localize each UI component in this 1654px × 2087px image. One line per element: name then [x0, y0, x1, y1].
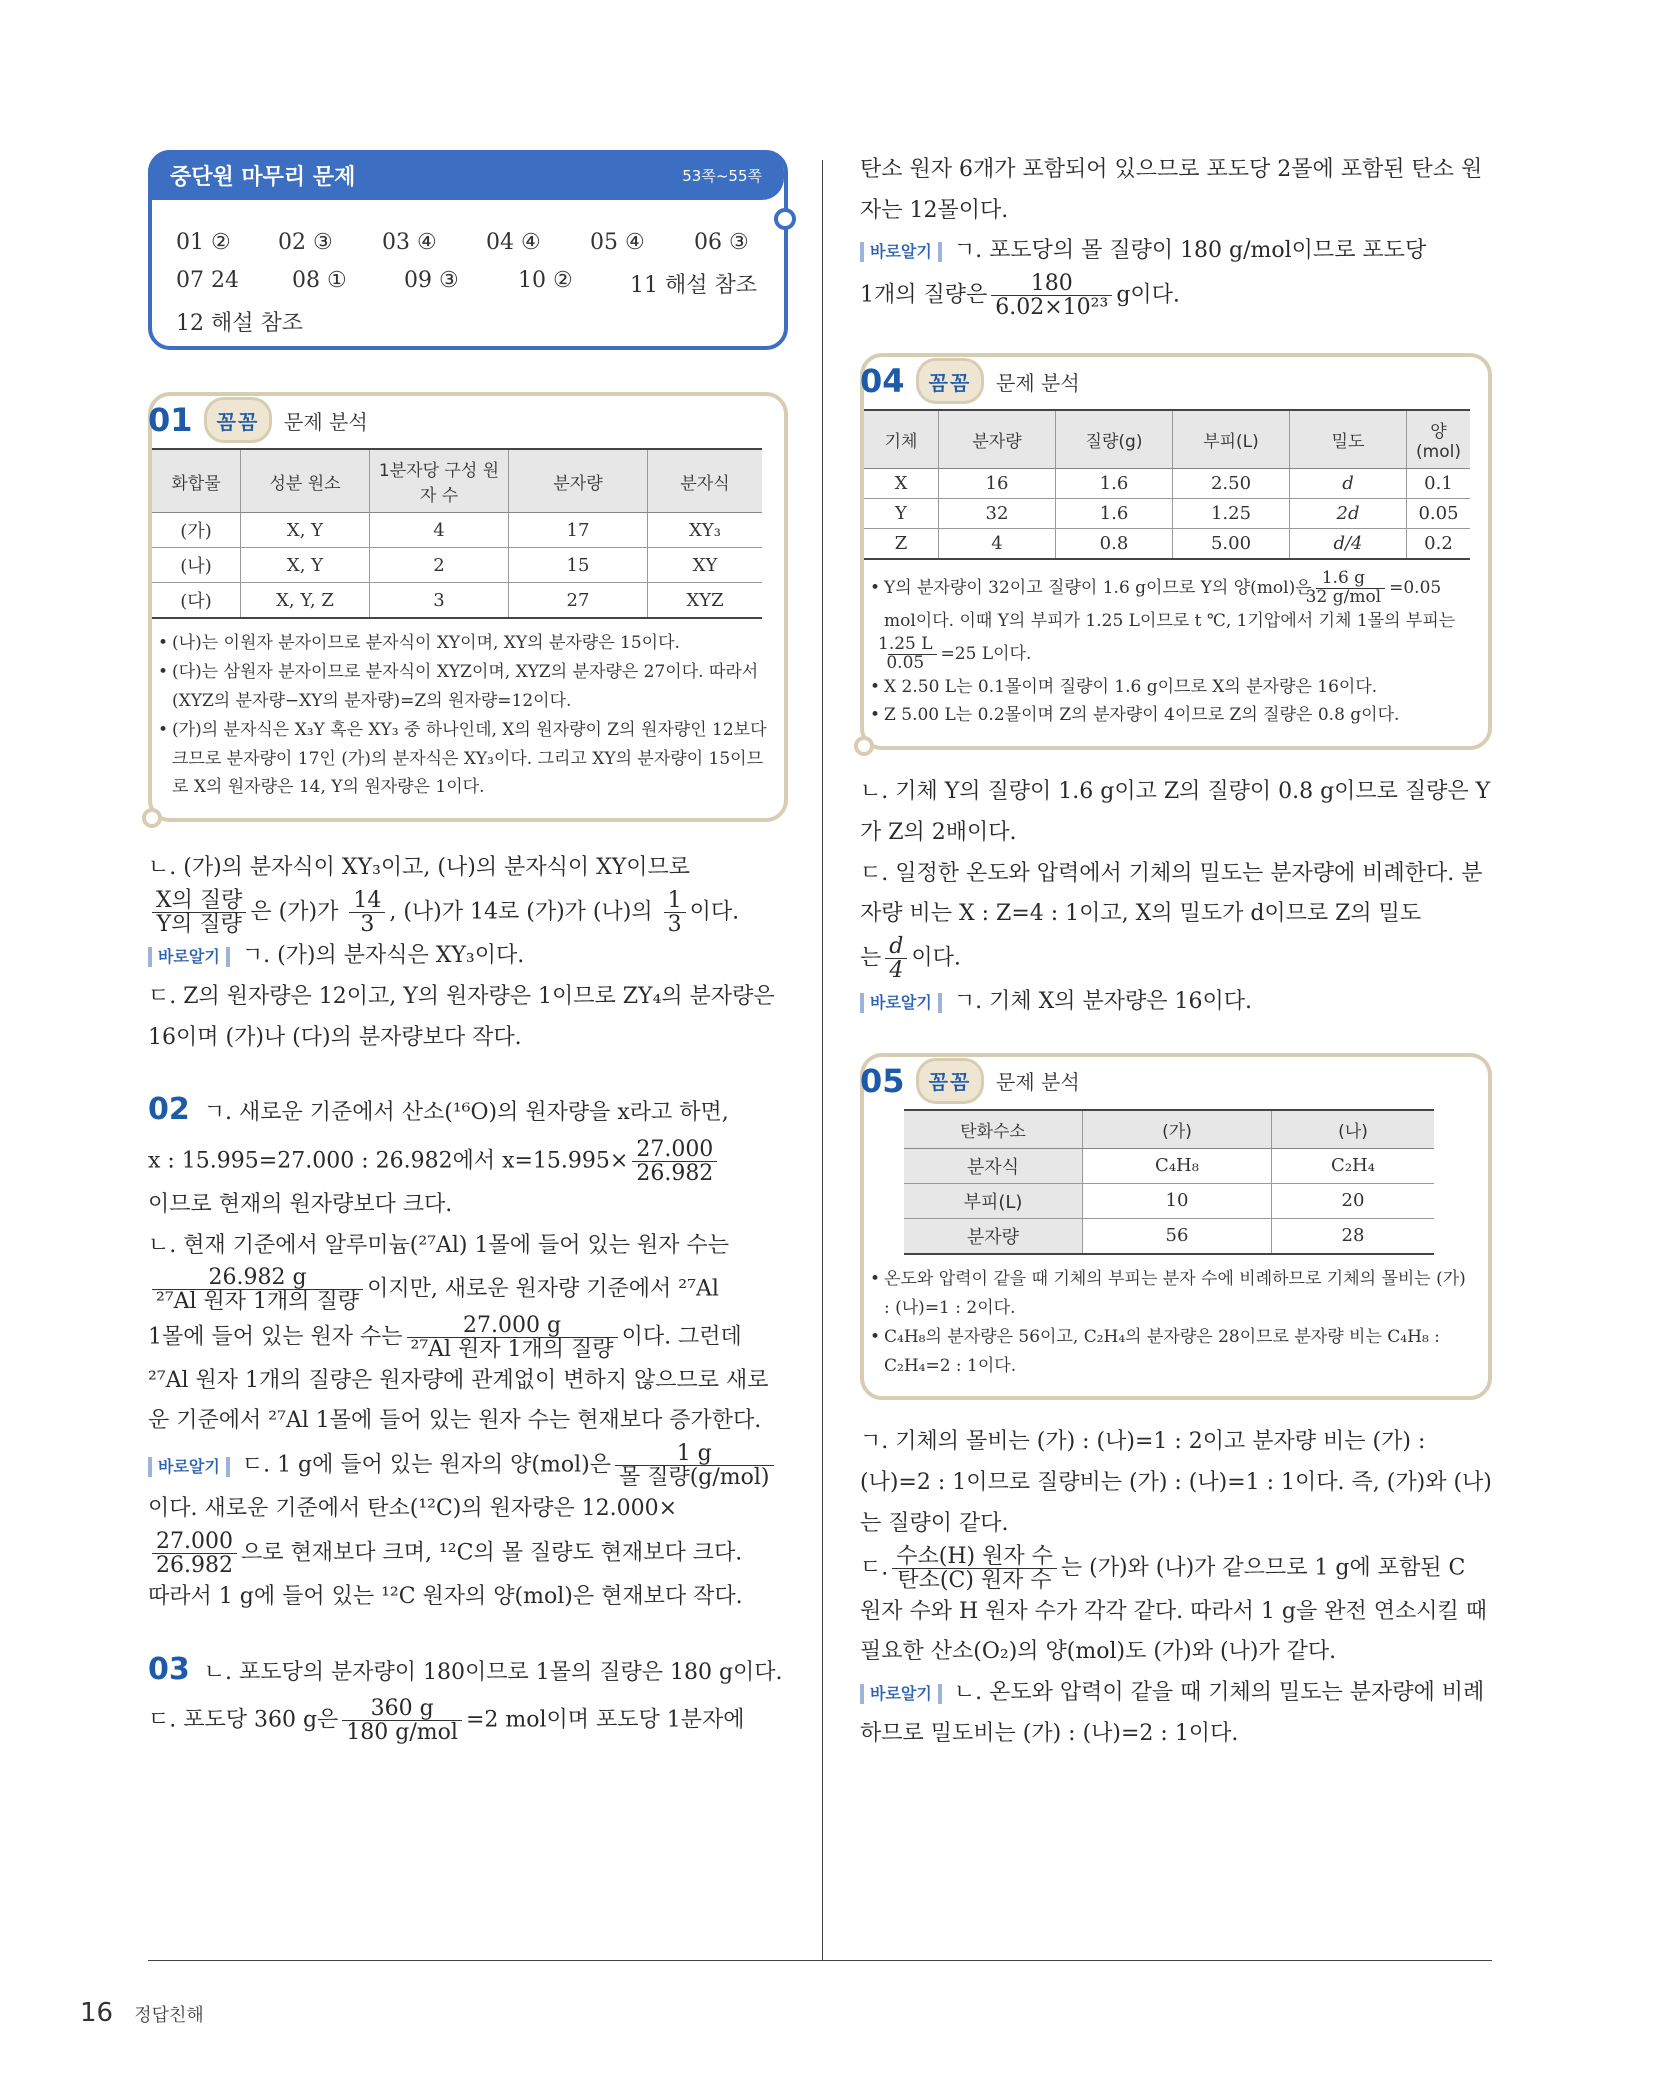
baro-tag: 바로알기 [860, 242, 942, 262]
answer-row [176, 230, 749, 255]
right-column [860, 150, 1492, 1754]
denominator: 180 g/mol [346, 1720, 458, 1746]
q05-table [904, 1109, 1434, 1255]
table-cell: 32 [939, 499, 1056, 529]
denominator: 3 [667, 912, 682, 938]
table-cell: 2d [1290, 499, 1407, 529]
numerator: 26.982 g [152, 1266, 363, 1290]
table-cell: XY [648, 548, 763, 583]
table-cell: d/4 [1290, 529, 1407, 560]
baro-tag: 바로알기 [860, 1684, 942, 1704]
paragraph [148, 1530, 788, 1577]
left-column [148, 150, 788, 1745]
question-number: 05 [860, 1061, 905, 1100]
table-cell: 1.6 [1056, 499, 1173, 529]
table-cell: 17 [509, 513, 648, 548]
answer-row [176, 306, 303, 337]
text: ㄴ. 포도당의 분자량이 180이므로 1몰의 질량은 180 g이다. [203, 1659, 783, 1685]
numerator: 360 g [342, 1697, 462, 1721]
text: ㄱ. 기체 X의 분자량은 16이다. [953, 989, 1252, 1015]
table-cell: X [864, 469, 939, 499]
table-cell: XY₃ [648, 513, 763, 548]
table-header: 분자량 [509, 449, 648, 513]
fraction [152, 1266, 363, 1313]
box-tail-icon [142, 808, 162, 828]
table-header: 질량(g) [1056, 410, 1173, 469]
paragraph: ²⁷Al 원자 1개의 질량은 원자량에 관계없이 변하지 않으므로 새로운 기준에서 ²⁷Al 1몰에 들어 있는 원자 수는 현재보다 증가한다. [148, 1367, 769, 1434]
table-cell: 20 [1272, 1183, 1435, 1218]
table-cell: X, Y, Z [241, 583, 370, 619]
table-cell: 15 [509, 548, 648, 583]
answer-item: 09 ③ [404, 268, 459, 293]
text: ㄷ. 포도당 360 g은 [148, 1707, 339, 1733]
paragraph [148, 1138, 788, 1185]
fraction [892, 1545, 1057, 1592]
q03-explanation [148, 1642, 788, 1745]
numerator: 1.25 L [888, 636, 937, 655]
fraction [878, 633, 937, 673]
text: ㄱ. 새로운 기준에서 산소(¹⁶O)의 원자량을 x라고 하면, [203, 1100, 729, 1126]
table-cell: 0.1 [1407, 469, 1471, 499]
table-header: (나) [1272, 1110, 1435, 1149]
paragraph [148, 936, 788, 977]
table-cell: 3 [370, 583, 509, 619]
baro-tag: 바로알기 [148, 1457, 230, 1477]
paragraph: 따라서 1 g에 들어 있는 ¹²C 원자의 양(mol)은 현재보다 작다. [148, 1584, 743, 1610]
text: ㄷ. [860, 1555, 889, 1581]
table-cell: 10 [1083, 1183, 1272, 1218]
paragraph [860, 272, 1492, 319]
q05-explanation [860, 1422, 1492, 1754]
table-cell: 0.2 [1407, 529, 1471, 560]
text: =25 L이다. [940, 643, 1032, 664]
paragraph: 탄소 원자 6개가 포함되어 있으므로 포도당 2몰에 포함된 탄소 원자는 12몰이다. [860, 157, 1483, 223]
bullet-item: • Z 5.00 L는 0.2몰이며 Z의 분자량이 4이므로 Z의 질량은 0.8 g이다. [870, 701, 1472, 730]
fraction [1305, 568, 1385, 608]
table-header: 양(mol) [1407, 410, 1471, 469]
paragraph: 이므로 현재의 원자량보다 크다. [148, 1191, 453, 1217]
bullet-item: • X 2.50 L는 0.1몰이며 질량이 1.6 g이므로 X의 분자량은 16이다. [870, 673, 1472, 702]
paragraph [148, 1642, 788, 1698]
paragraph [148, 1266, 788, 1313]
denominator: 26.982 [636, 1160, 714, 1186]
paragraph [148, 1442, 788, 1489]
page-number: 16 [80, 1998, 114, 2028]
q04-explanation [860, 772, 1492, 1023]
table-cell: XYZ [648, 583, 763, 619]
paragraph: ㄴ. (가)의 분자식이 XY₃이고, (나)의 분자식이 XY이므로 [148, 855, 691, 881]
table-cell: 56 [1083, 1218, 1272, 1254]
question-number: 04 [860, 362, 905, 401]
paragraph: 이다. 새로운 기준에서 탄소(¹²C)의 원자량은 12.000× [148, 1496, 678, 1522]
denominator: 32 g/mol [1305, 587, 1382, 608]
table-cell: 1.6 [1056, 469, 1173, 499]
numerator: 27.000 [632, 1138, 717, 1162]
denominator: 6.02×10²³ [995, 295, 1109, 321]
fraction [885, 935, 907, 982]
text: , (나)가 14로 (가)가 (나)의 [389, 899, 653, 925]
q04-table [864, 409, 1470, 560]
paragraph [860, 982, 1492, 1023]
bullet-item: • (나)는 이원자 분자이므로 분자식이 XY이며, XY의 분자량은 15이다. [158, 629, 768, 658]
table-cell: d [1290, 469, 1407, 499]
q04-bullets [864, 570, 1488, 730]
table-row [864, 529, 1470, 560]
denominator: ²⁷Al 원자 1개의 질량 [156, 1289, 360, 1315]
text: 으로 현재보다 크며, ¹²C의 몰 질량도 현재보다 크다. [240, 1540, 743, 1566]
q01-analysis-head [148, 392, 784, 448]
denominator: Y의 질량 [156, 912, 242, 938]
baro-tag: 바로알기 [860, 993, 942, 1013]
numerator: 1 [664, 889, 686, 913]
q02-explanation [148, 1082, 788, 1618]
answer-item: 01 ② [176, 230, 231, 255]
answer-item: 06 ③ [694, 230, 749, 255]
numerator: 1 g [615, 1442, 774, 1466]
fraction [615, 1442, 774, 1489]
paragraph [860, 1673, 1492, 1754]
column-divider [822, 160, 823, 1960]
text: ㄱ. (가)의 분자식은 XY₃이다. [241, 943, 525, 969]
paragraph: ㄴ. 현재 기준에서 알루미늄(²⁷Al) 1몰에 들어 있는 원자 수는 [148, 1232, 729, 1258]
paragraph: ㄷ. 일정한 온도와 압력에서 기체의 밀도는 분자량에 비례한다. 분자량 비는 X : Z=4 : 1이고, X의 밀도가 d이므로 Z의 밀도 [860, 860, 1483, 927]
bullet-item: • (가)의 분자식은 X₃Y 혹은 XY₃ 중 하나인데, X의 원자량이 Z의 원자량인 12보다 크므로 분자량이 17인 (가)의 분자식은 XY₃이다. 그리고 XY의 분자량이 15이므로 X의 원자량은 14, Y의 원자량은 1이다. [158, 716, 768, 803]
table-row [152, 548, 762, 583]
text: ㄷ. 1 g에 들어 있는 원자의 양(mol)은 [241, 1452, 611, 1478]
answer-summary-box [148, 150, 788, 350]
numerator: 27.000 g [407, 1314, 618, 1338]
gg-badge: 꼼꼼 [204, 397, 272, 443]
answer-item: 03 ④ [382, 230, 437, 255]
fraction [152, 889, 246, 936]
text: 이다. 그런데 [621, 1324, 742, 1350]
text: 은 (가)가 [250, 899, 339, 925]
numerator: 180 [991, 272, 1112, 296]
q05-bullets [864, 1265, 1488, 1381]
table-cell: 분자량 [904, 1218, 1083, 1254]
text: ㄱ. 포도당의 몰 질량이 180 g/mol이므로 포도당 [953, 238, 1427, 264]
table-header: 분자식 [648, 449, 763, 513]
text: g이다. [1116, 282, 1180, 308]
table-cell: 2.50 [1173, 469, 1290, 499]
paragraph [148, 889, 788, 936]
text: ㄴ. 온도와 압력이 같을 때 기체의 밀도는 분자량에 비례하므로 밀도비는 (가) : (나)=2 : 1이다. [860, 1680, 1485, 1746]
table-cell: 1.25 [1173, 499, 1290, 529]
fraction [632, 1138, 717, 1185]
numerator: d [885, 935, 907, 959]
answer-row [176, 268, 757, 299]
text: =2 mol이며 포도당 1분자에 [465, 1707, 745, 1733]
baro-tag: 바로알기 [148, 947, 230, 967]
table-cell: 0.8 [1056, 529, 1173, 560]
q01-table [152, 448, 762, 619]
text: =0.05 mol이다. 이때 Y의 부피가 1.25 L이므로 t ℃, 1기압에서 기체 1몰의 부피는 [884, 578, 1456, 631]
text: 1몰에 들어 있는 원자 수는 [148, 1324, 403, 1350]
table-header: 분자량 [939, 410, 1056, 469]
text: 1개의 질량은 [860, 282, 988, 308]
table-cell: C₄H₈ [1083, 1148, 1272, 1183]
analysis-title: 문제 분석 [284, 409, 368, 434]
question-number: 01 [148, 401, 193, 439]
table-header: 1분자당 구성 원자 수 [370, 449, 509, 513]
gg-badge: 꼼꼼 [916, 358, 984, 404]
text: Y의 분자량이 32이고 질량이 1.6 g이므로 Y의 양(mol)은 [884, 578, 1312, 599]
denominator: 0.05 [886, 652, 925, 673]
summary-dot-icon [774, 208, 796, 230]
table-cell: C₂H₄ [1272, 1148, 1435, 1183]
paragraph: ㄱ. 기체의 몰비는 (가) : (나)=1 : 2이고 분자량 비는 (가) : (나)=2 : 1이므로 질량비는 (가) : (나)=1 : 1이다. 즉, (가)와 (나)는 질량이 같다. [860, 1429, 1492, 1536]
table-row [864, 469, 1470, 499]
text: x : 15.995=27.000 : 26.982에서 x=15.995× [148, 1148, 629, 1174]
answer-item: 10 ② [518, 268, 573, 293]
table-cell: (나) [152, 548, 241, 583]
numerator: 27.000 [152, 1530, 237, 1554]
answer-item: 11 해설 참조 [630, 273, 757, 298]
summary-pages: 53쪽~55쪽 [682, 166, 762, 185]
fraction [349, 889, 385, 936]
text: 는 (가)와 (나)가 같으므로 1 g에 포함된 C 원자 수와 H 원자 수가 각각 같다. 따라서 1 g을 완전 연소시킬 때 필요한 산소(O₂)의 양(mol)도 (가)와 (나)가 같다. [860, 1555, 1487, 1665]
paragraph [148, 1697, 788, 1744]
text: 이지만, 새로운 원자량 기준에서 ²⁷Al [367, 1276, 719, 1302]
bullet-item [870, 570, 1472, 672]
paragraph [148, 1082, 788, 1138]
paragraph [148, 1314, 788, 1361]
footer-rule [148, 1960, 1492, 1961]
q01-analysis-box [148, 392, 788, 822]
table-cell: 28 [1272, 1218, 1435, 1254]
paragraph: ㄷ. Z의 원자량은 12이고, Y의 원자량은 1이므로 ZY₄의 분자량은 16이며 (가)나 (다)의 분자량보다 작다. [148, 983, 775, 1050]
table-cell: 부피(L) [904, 1183, 1083, 1218]
text: 이다. [911, 945, 961, 971]
summary-header [148, 150, 784, 200]
table-row [904, 1218, 1434, 1254]
table-header: 밀도 [1290, 410, 1407, 469]
page-footer [80, 1998, 204, 2028]
fraction [664, 889, 686, 936]
bullet-item: • C₄H₈의 분자량은 56이고, C₂H₄의 분자량은 28이므로 분자량 비는 C₄H₈ : C₂H₄=2 : 1이다. [870, 1323, 1472, 1381]
table-cell: (다) [152, 583, 241, 619]
analysis-title: 문제 분석 [996, 1070, 1080, 1095]
table-cell: 16 [939, 469, 1056, 499]
table-row [152, 513, 762, 548]
table-header: 기체 [864, 410, 939, 469]
table-cell: 27 [509, 583, 648, 619]
numerator: X의 질량 [152, 889, 246, 913]
q04-analysis-head [860, 353, 1488, 409]
table-cell: 4 [939, 529, 1056, 560]
numerator: 1.6 g [1316, 570, 1385, 589]
fraction [342, 1697, 462, 1744]
paragraph: ㄴ. 기체 Y의 질량이 1.6 g이고 Z의 질량이 0.8 g이므로 질량은 Y가 Z의 2배이다. [860, 779, 1491, 845]
answer-item: 05 ④ [590, 230, 645, 255]
q04-analysis-box [860, 353, 1492, 750]
denominator: 4 [889, 958, 904, 984]
q05-analysis-head [860, 1053, 1488, 1109]
question-number: 03 [148, 1651, 190, 1687]
answer-item: 12 해설 참조 [176, 311, 303, 336]
fraction [991, 272, 1112, 319]
table-cell: 5.00 [1173, 529, 1290, 560]
table-header: 화합물 [152, 449, 241, 513]
paragraph [860, 935, 1492, 982]
answer-item: 08 ① [292, 268, 347, 293]
table-cell: Z [864, 529, 939, 560]
q01-bullets [152, 629, 784, 802]
table-row [904, 1148, 1434, 1183]
table-cell: 2 [370, 548, 509, 583]
numerator: 수소(H) 원자 수 [892, 1545, 1057, 1569]
table-cell: X, Y [241, 513, 370, 548]
denominator: 3 [360, 912, 375, 938]
table-row [152, 583, 762, 619]
footer-label: 정답친해 [134, 2005, 204, 2026]
table-row [864, 499, 1470, 529]
table-row [904, 1183, 1434, 1218]
box-tail-icon [854, 736, 874, 756]
denominator: ²⁷Al 원자 1개의 질량 [410, 1336, 614, 1362]
gg-badge: 꼼꼼 [916, 1058, 984, 1104]
text: 이다. [689, 899, 740, 925]
paragraph [860, 231, 1492, 272]
q01-explanation [148, 848, 788, 1058]
table-cell: 분자식 [904, 1148, 1083, 1183]
denominator: 26.982 [156, 1553, 233, 1579]
numerator: 14 [349, 889, 385, 913]
answer-item: 07 24 [176, 268, 239, 293]
q05-analysis-box [860, 1053, 1492, 1401]
table-header: 탄화수소 [904, 1110, 1083, 1149]
answer-item: 04 ④ [486, 230, 541, 255]
table-header: 부피(L) [1173, 410, 1290, 469]
table-header: 성분 원소 [241, 449, 370, 513]
denominator: 탄소(C) 원자 수 [897, 1567, 1052, 1593]
table-cell: X, Y [241, 548, 370, 583]
fraction [152, 1530, 237, 1577]
bullet-item: • 온도와 압력이 같을 때 기체의 부피는 분자 수에 비례하므로 기체의 몰비는 (가) : (나)=1 : 2이다. [870, 1265, 1472, 1323]
table-cell: 4 [370, 513, 509, 548]
table-cell: (가) [152, 513, 241, 548]
bullet-item: • (다)는 삼원자 분자이므로 분자식이 XYZ이며, XYZ의 분자량은 27이다. 따라서 (XYZ의 분자량−XY의 분자량)=Z의 원자량=12이다. [158, 658, 768, 716]
denominator: 몰 질량(g/mol) [618, 1465, 770, 1491]
paragraph [860, 1545, 1492, 1674]
table-header: (가) [1083, 1110, 1272, 1149]
answer-item: 02 ③ [278, 230, 333, 255]
analysis-title: 문제 분석 [996, 370, 1080, 395]
question-number: 02 [148, 1092, 190, 1128]
table-cell: 0.05 [1407, 499, 1471, 529]
text: 는 [860, 945, 882, 971]
fraction [407, 1314, 618, 1361]
summary-title: 중단원 마무리 문제 [170, 164, 356, 190]
table-cell: Y [864, 499, 939, 529]
